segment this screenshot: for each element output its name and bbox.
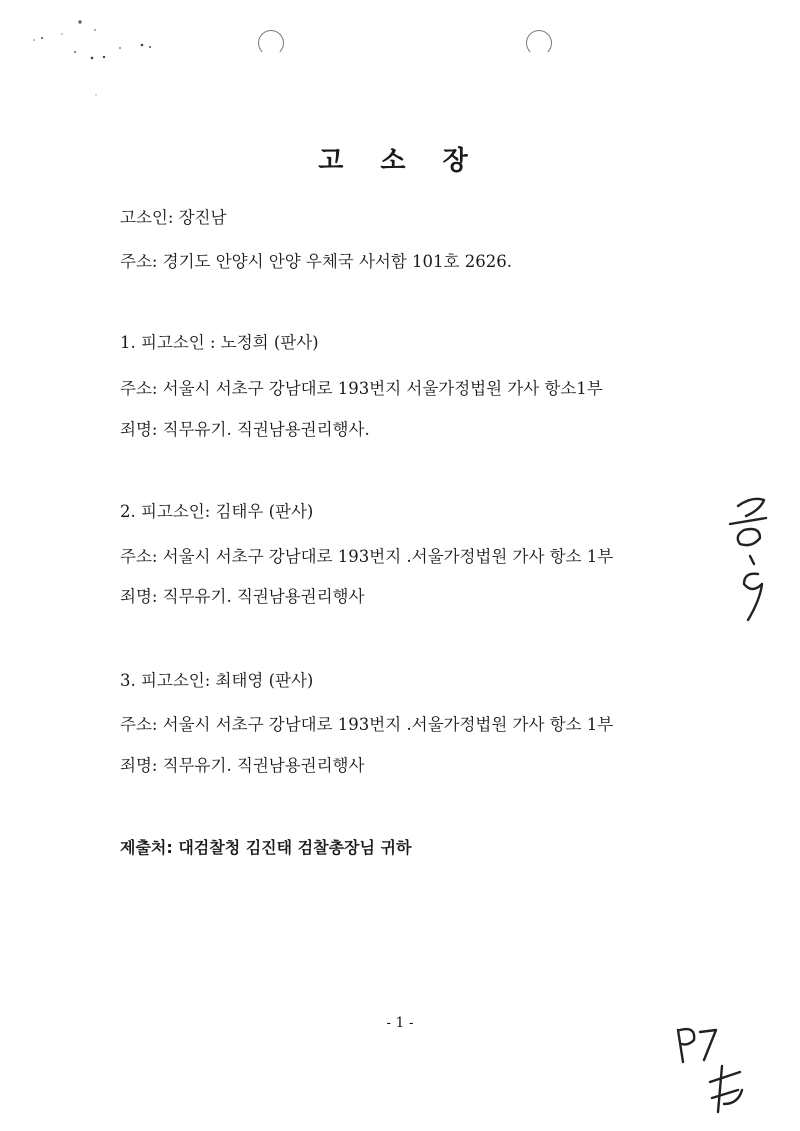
- defendant-2-charge: 죄명: 직무유기. 직권남용권리행사: [120, 587, 365, 606]
- complainant-name: 고소인: 장진남: [120, 208, 227, 227]
- page-number: - 1 -: [386, 1015, 414, 1031]
- defendant-1-address: 주소: 서울시 서초구 강남대로 193번지 서울가정법원 가사 항소1부: [120, 379, 603, 398]
- defendant-2-address: 주소: 서울시 서초구 강남대로 193번지 .서울가정법원 가사 항소 1부: [120, 547, 614, 566]
- defendant-1-header: 1. 피고소인 : 노정희 (판사): [120, 333, 319, 352]
- submission-recipient: 제출처: 대검찰청 김진태 검찰총장님 귀하: [120, 838, 412, 857]
- defendant-2-header: 2. 피고소인: 김태우 (판사): [120, 502, 314, 521]
- defendant-3-address: 주소: 서울시 서초구 강남대로 193번지 .서울가정법원 가사 항소 1부: [120, 715, 614, 734]
- defendant-3-charge: 죄명: 직무유기. 직권남용권리행사: [120, 756, 365, 775]
- complainant-address: 주소: 경기도 안양시 안양 우체국 사서함 101호 2626.: [120, 252, 512, 271]
- document-title: 고 소 장: [318, 146, 482, 176]
- defendant-1-charge: 죄명: 직무유기. 직권남용권리행사.: [120, 420, 370, 439]
- defendant-3-header: 3. 피고소인: 최태영 (판사): [120, 671, 314, 690]
